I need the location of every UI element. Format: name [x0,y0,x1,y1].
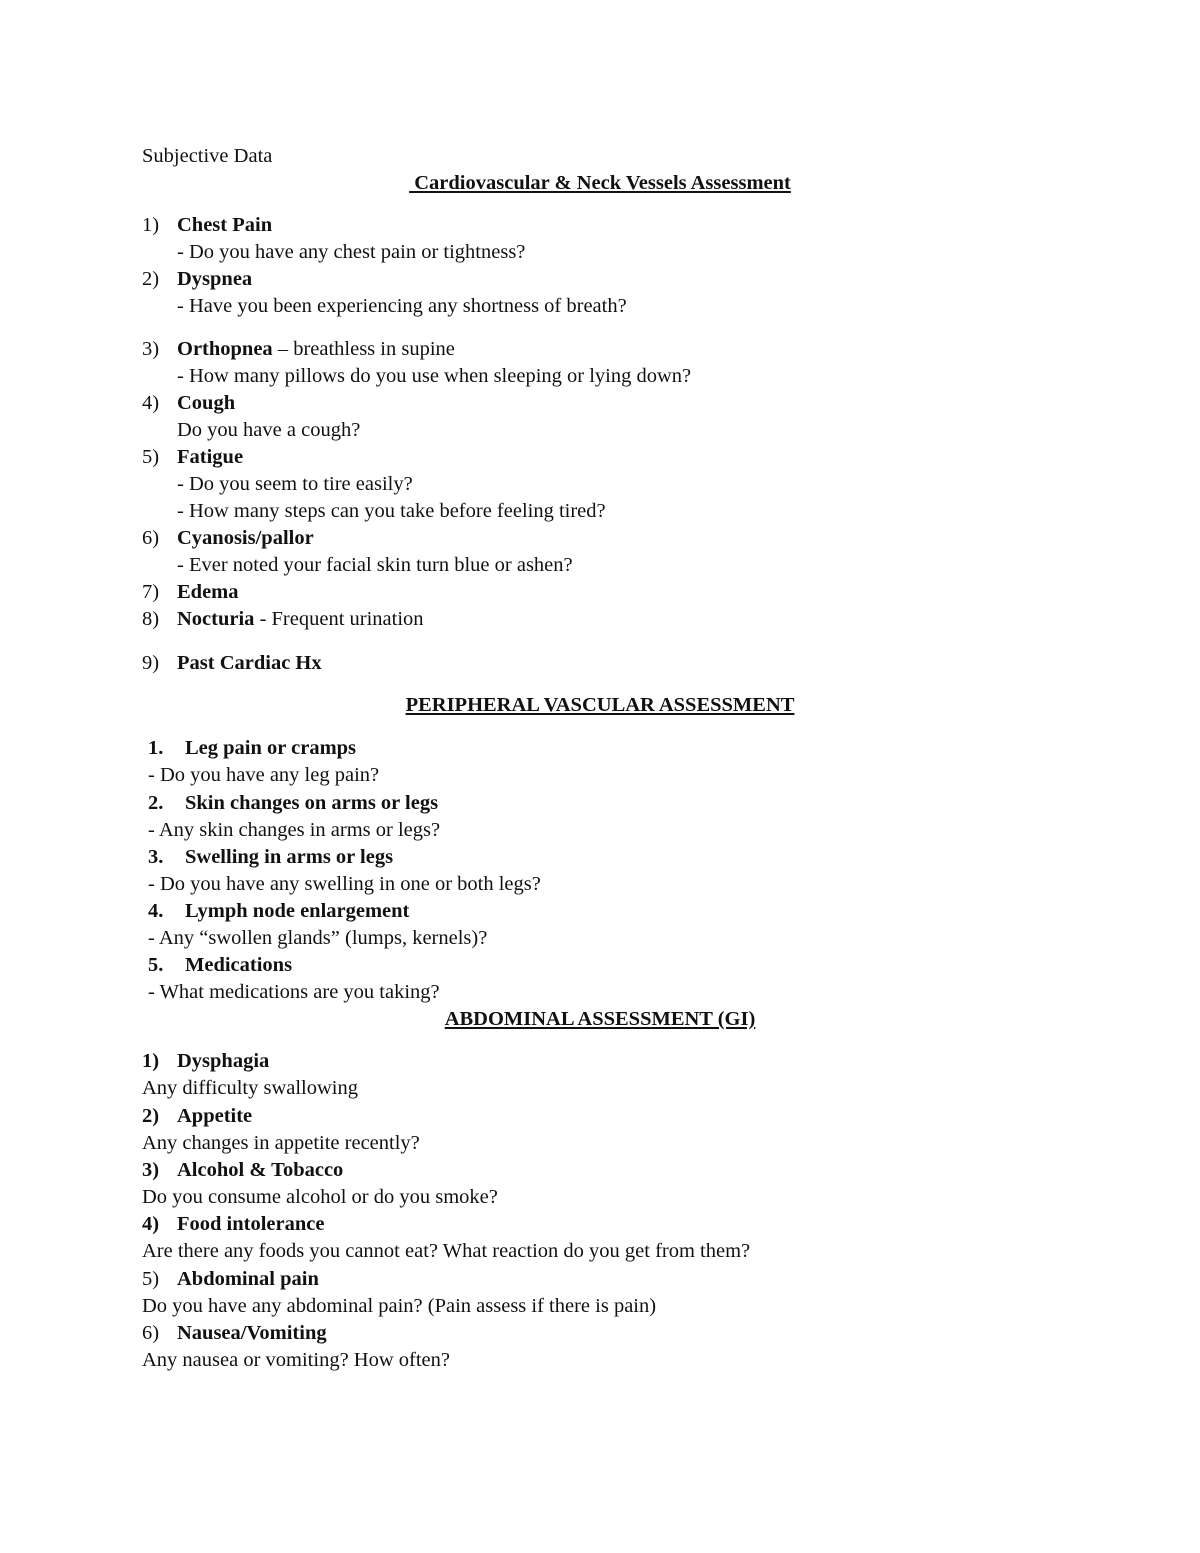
abdominal-item-question: Any nausea or vomiting? How often? [142,1349,450,1371]
cardio-item-note: – breathless in supine [272,338,455,360]
peripheral-item-question: - Any skin changes in arms or legs? [148,819,441,841]
peripheral-item-number: 3. [148,846,164,868]
cardio-item-label: Fatigue [177,446,244,468]
cardio-item-label: Chest Pain [177,214,273,236]
subjective-data-heading: Subjective Data [142,145,273,167]
abdominal-item-question: Do you have any abdominal pain? (Pain assess if there is pain) [142,1295,657,1317]
peripheral-item-question: - Do you have any swelling in one or both legs? [148,873,541,895]
cardio-item-heading [177,606,424,632]
cardio-item-question: - Ever noted your facial skin turn blue or ashen? [177,554,573,576]
peripheral-item-number: 2. [148,792,164,814]
abdominal-item-label: Abdominal pain [177,1268,319,1290]
peripheral-item-label: Lymph node enlargement [185,900,410,922]
peripheral-item-number: 1. [148,737,164,759]
cardio-item-question: - Have you been experiencing any shortness of breath? [177,295,627,317]
peripheral-item-question: - What medications are you taking? [148,981,440,1003]
cardio-item-label: Edema [177,581,239,603]
abdominal-item-number: 3) [142,1159,160,1181]
abdominal-item-question: Any difficulty swallowing [142,1077,358,1099]
abdominal-item-number: 2) [142,1105,160,1127]
abdominal-item-label: Alcohol & Tobacco [177,1159,344,1181]
cardio-item-number: 3) [142,338,160,360]
cardio-item-number: 9) [142,652,160,674]
peripheral-item-number: 5. [148,954,164,976]
cardio-item-label: Past Cardiac Hx [177,652,322,674]
cardio-item-label: Nocturia [177,608,255,630]
peripheral-section-title: PERIPHERAL VASCULAR ASSESSMENT [405,694,795,716]
cardio-item-question: - How many pillows do you use when sleeping or lying down? [177,365,692,387]
abdominal-item-number: 1) [142,1050,160,1072]
cardio-item-heading [177,336,455,362]
cardio-item-number: 1) [142,214,160,236]
abdominal-item-label: Nausea/Vomiting [177,1322,327,1344]
abdominal-item-question: Are there any foods you cannot eat? What reaction do you get from them? [142,1240,751,1262]
abdominal-section-title: ABDOMINAL ASSESSMENT (GI) [444,1008,756,1030]
cardio-item-question: - Do you have any chest pain or tightness? [177,241,526,263]
peripheral-item-label: Skin changes on arms or legs [185,792,439,814]
cardio-item-label: Cough [177,392,236,414]
abdominal-item-label: Appetite [177,1105,253,1127]
abdominal-item-number: 6) [142,1322,160,1344]
peripheral-item-question: - Any “swollen glands” (lumps, kernels)? [148,927,488,949]
abdominal-item-label: Food intolerance [177,1213,325,1235]
cardio-item-question: - Do you seem to tire easily? [177,473,413,495]
peripheral-item-number: 4. [148,900,164,922]
cardio-item-question: - How many steps can you take before feeling tired? [177,500,606,522]
cardio-item-number: 5) [142,446,160,468]
peripheral-item-label: Medications [185,954,293,976]
cardio-item-label: Orthopnea [177,338,273,360]
abdominal-item-question: Do you consume alcohol or do you smoke? [142,1186,498,1208]
cardio-item-number: 7) [142,581,160,603]
abdominal-item-number: 5) [142,1268,160,1290]
cardio-item-number: 8) [142,608,160,630]
abdominal-item-label: Dysphagia [177,1050,270,1072]
cardio-item-label: Cyanosis/pallor [177,527,314,549]
peripheral-item-label: Leg pain or cramps [185,737,357,759]
peripheral-item-label: Swelling in arms or legs [185,846,394,868]
cardio-item-note: - Frequent urination [254,608,424,630]
cardio-item-number: 4) [142,392,160,414]
abdominal-item-question: Any changes in appetite recently? [142,1132,420,1154]
abdominal-item-number: 4) [142,1213,160,1235]
cardio-item-label: Dyspnea [177,268,253,290]
cardio-section-title: Cardiovascular & Neck Vessels Assessment [409,172,791,194]
cardio-item-number: 6) [142,527,160,549]
cardio-item-number: 2) [142,268,160,290]
cardio-item-question: Do you have a cough? [177,419,361,441]
peripheral-item-question: - Do you have any leg pain? [148,764,380,786]
